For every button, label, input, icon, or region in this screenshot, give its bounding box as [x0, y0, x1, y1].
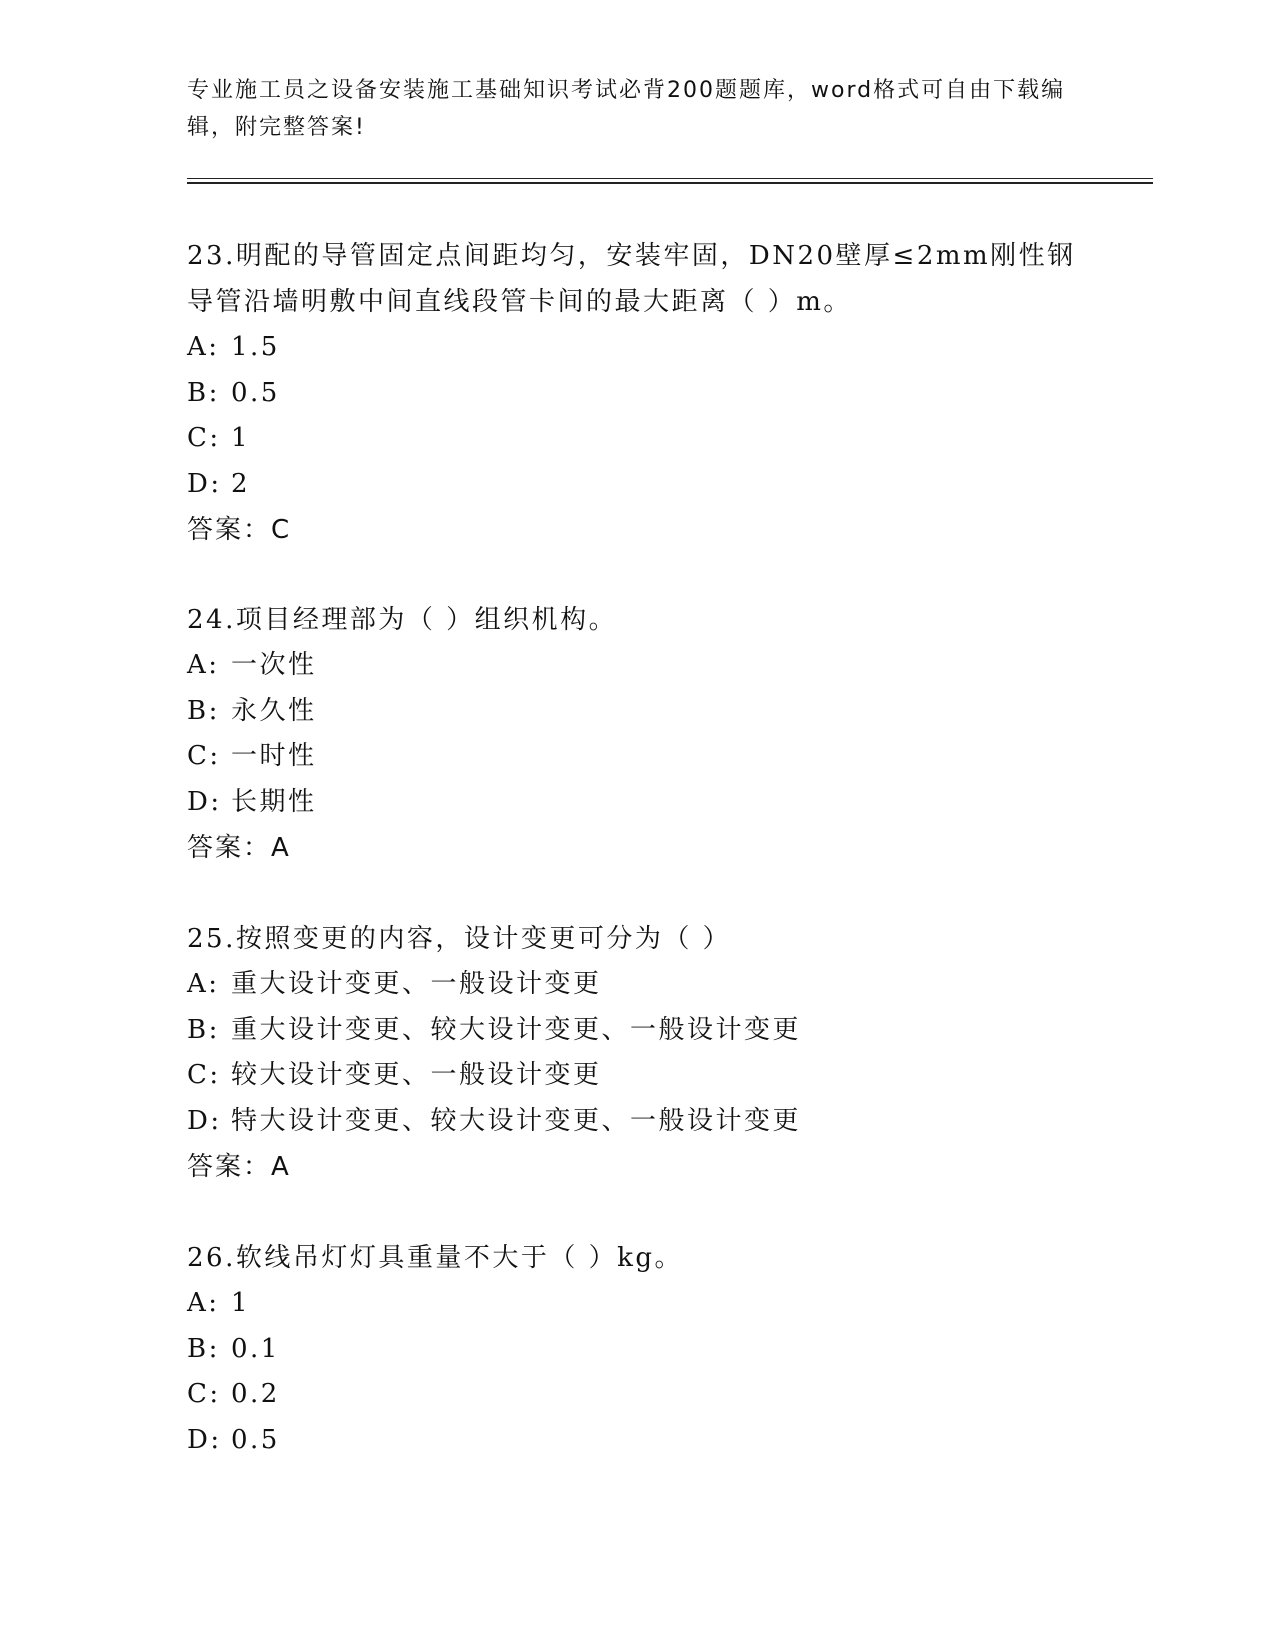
option-letter: D:	[187, 1105, 222, 1136]
option-b	[187, 1008, 1087, 1054]
question-23	[187, 233, 1087, 553]
option-text: 永久性	[231, 695, 317, 726]
option-text: 1	[231, 423, 251, 453]
option-text: 重大设计变更、较大设计变更、一般设计变更	[231, 1014, 802, 1045]
option-d	[187, 1099, 1087, 1145]
option-d	[187, 462, 1087, 508]
question-stem: 23.明配的导管固定点间距均匀，安装牢固，DN20壁厚≤2mm刚性钢导管沿墙明敷中间直线段管卡间的最大距离（ ）m。	[187, 241, 1076, 317]
option-text: 0.5	[231, 1424, 280, 1455]
option-text: 长期性	[231, 786, 317, 817]
option-letter: B:	[187, 1333, 220, 1364]
option-letter: C:	[187, 1379, 221, 1409]
answer-line: 答案：A	[187, 833, 291, 863]
option-letter: C:	[187, 423, 221, 453]
option-text: 2	[231, 468, 251, 499]
option-text: 1	[231, 1288, 251, 1318]
option-letter: D:	[187, 786, 222, 817]
option-b	[187, 1327, 1087, 1373]
option-a	[187, 643, 1087, 689]
option-text: 特大设计变更、较大设计变更、一般设计变更	[231, 1105, 802, 1136]
option-c	[187, 1372, 1087, 1418]
option-letter: A:	[187, 332, 220, 362]
header-divider	[187, 178, 1153, 179]
option-letter: A:	[187, 650, 220, 680]
option-letter: B:	[187, 695, 220, 726]
option-text: 重大设计变更、一般设计变更	[231, 969, 602, 999]
option-letter: A:	[187, 1288, 220, 1318]
document-header: 专业施工员之设备安装施工基础知识考试必背200题题库，word格式可自由下载编辑，附完整答案!	[187, 78, 1066, 140]
option-c	[187, 1053, 1087, 1099]
option-b	[187, 371, 1087, 417]
option-a	[187, 962, 1087, 1008]
option-text: 一次性	[231, 650, 317, 680]
option-c	[187, 416, 1087, 462]
answer-line: 答案：A	[187, 1152, 291, 1182]
option-text: 一时性	[231, 741, 317, 771]
option-d	[187, 1418, 1087, 1464]
option-letter: C:	[187, 1060, 221, 1090]
option-letter: B:	[187, 377, 220, 408]
option-text: 较大设计变更、一般设计变更	[231, 1060, 602, 1090]
option-text: 0.5	[231, 377, 280, 408]
option-letter: D:	[187, 1424, 222, 1455]
question-24	[187, 597, 1087, 871]
option-text: 0.1	[231, 1333, 280, 1364]
option-letter: A:	[187, 969, 220, 999]
option-letter: D:	[187, 468, 222, 499]
option-a	[187, 1281, 1087, 1327]
option-text: 1.5	[231, 332, 280, 362]
option-text: 0.2	[231, 1379, 280, 1409]
option-letter: B:	[187, 1014, 220, 1045]
option-a	[187, 325, 1087, 371]
option-c	[187, 734, 1087, 780]
header-divider-thick	[187, 182, 1153, 184]
option-d	[187, 780, 1087, 826]
question-stem: 24.项目经理部为（ ）组织机构。	[187, 605, 618, 635]
question-stem: 26.软线吊灯灯具重量不大于（ ）kg。	[187, 1243, 684, 1273]
answer-line: 答案：C	[187, 515, 292, 545]
option-letter: C:	[187, 741, 221, 771]
question-25	[187, 916, 1087, 1190]
question-26	[187, 1235, 1087, 1463]
option-b	[187, 689, 1087, 735]
question-stem: 25.按照变更的内容，设计变更可分为（ ）	[187, 924, 732, 954]
